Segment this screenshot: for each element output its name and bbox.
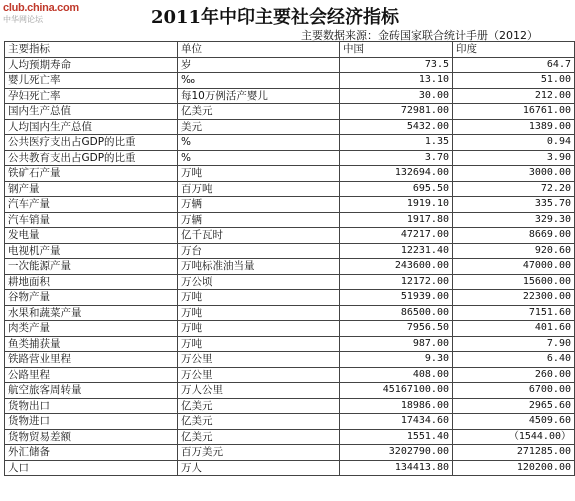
cell-china: 12231.40: [340, 243, 453, 259]
table-row: [5, 243, 575, 259]
cell-china: 86500.00: [340, 305, 453, 321]
cell-unit: 万吨: [178, 321, 340, 337]
cell-china: 12172.00: [340, 274, 453, 290]
header-unit: 单位: [178, 42, 340, 58]
cell-india: 2965.60: [453, 398, 575, 414]
cell-india: 16761.00: [453, 104, 575, 120]
table-row: [5, 104, 575, 120]
cell-unit: 亿美元: [178, 414, 340, 430]
cell-china: 243600.00: [340, 259, 453, 275]
cell-india: 6.40: [453, 352, 575, 368]
cell-india: 64.7: [453, 57, 575, 73]
table-row: [5, 212, 575, 228]
table-row: [5, 88, 575, 104]
header-indicator: 主要指标: [5, 42, 178, 58]
cell-india: 401.60: [453, 321, 575, 337]
cell-china: 7956.50: [340, 321, 453, 337]
cell-unit: 万吨: [178, 305, 340, 321]
cell-china: 72981.00: [340, 104, 453, 120]
table-row: [5, 181, 575, 197]
cell-china: 1917.80: [340, 212, 453, 228]
table-row: [5, 119, 575, 135]
table-row: [5, 321, 575, 337]
cell-indicator: 公共教育支出占GDP的比重: [5, 150, 178, 166]
cell-india: 4509.60: [453, 414, 575, 430]
cell-india: 72.20: [453, 181, 575, 197]
table-row: [5, 305, 575, 321]
cell-indicator: 人均预期寿命: [5, 57, 178, 73]
cell-china: 1551.40: [340, 429, 453, 445]
cell-unit: 万公里: [178, 367, 340, 383]
cell-india: 6700.00: [453, 383, 575, 399]
cell-indicator: 货物出口: [5, 398, 178, 414]
cell-india: 920.60: [453, 243, 575, 259]
cell-china: 695.50: [340, 181, 453, 197]
cell-unit: 百万美元: [178, 445, 340, 461]
data-source-note: 主要数据来源：金砖国家联合统计手册（2012）: [301, 29, 538, 42]
header-india: 印度: [453, 42, 575, 58]
cell-unit: 亿美元: [178, 398, 340, 414]
cell-unit: 万辆: [178, 197, 340, 213]
cell-indicator: 货物进口: [5, 414, 178, 430]
table-row: [5, 274, 575, 290]
cell-indicator: 铁矿石产量: [5, 166, 178, 182]
cell-china: 47217.00: [340, 228, 453, 244]
cell-unit: 万公顷: [178, 274, 340, 290]
cell-indicator: 国内生产总值: [5, 104, 178, 120]
table-row: [5, 383, 575, 399]
cell-unit: 万人公里: [178, 383, 340, 399]
cell-indicator: 航空旅客周转量: [5, 383, 178, 399]
cell-indicator: 公共医疗支出占GDP的比重: [5, 135, 178, 151]
cell-indicator: 汽车销量: [5, 212, 178, 228]
cell-unit: 每10万例活产婴儿: [178, 88, 340, 104]
cell-unit: 万吨: [178, 166, 340, 182]
watermark-subtext: 中华网论坛: [3, 15, 43, 24]
cell-china: 3.70: [340, 150, 453, 166]
cell-india: 212.00: [453, 88, 575, 104]
cell-india: 335.70: [453, 197, 575, 213]
table-row: [5, 429, 575, 445]
cell-china: 3202790.00: [340, 445, 453, 461]
table-header-row: [5, 42, 575, 58]
cell-china: 13.10: [340, 73, 453, 89]
cell-unit: 万吨标准油当量: [178, 259, 340, 275]
table-row: [5, 57, 575, 73]
cell-unit: 亿美元: [178, 429, 340, 445]
cell-india: 3.90: [453, 150, 575, 166]
table-row: [5, 73, 575, 89]
cell-india: 1389.00: [453, 119, 575, 135]
table-row: [5, 367, 575, 383]
cell-indicator: 汽车产量: [5, 197, 178, 213]
table-row: [5, 460, 575, 476]
cell-unit: 百万吨: [178, 181, 340, 197]
table-row: [5, 150, 575, 166]
cell-indicator: 铁路营业里程: [5, 352, 178, 368]
cell-indicator: 外汇储备: [5, 445, 178, 461]
cell-china: 1919.10: [340, 197, 453, 213]
cell-china: 132694.00: [340, 166, 453, 182]
cell-unit: 万人: [178, 460, 340, 476]
cell-indicator: 水果和蔬菜产量: [5, 305, 178, 321]
table-row: [5, 336, 575, 352]
cell-indicator: 人口: [5, 460, 178, 476]
cell-unit: 亿千瓦时: [178, 228, 340, 244]
cell-china: 5432.00: [340, 119, 453, 135]
cell-unit: %: [178, 150, 340, 166]
table-row: [5, 352, 575, 368]
table-row: [5, 290, 575, 306]
cell-china: 17434.60: [340, 414, 453, 430]
table-row: [5, 197, 575, 213]
cell-unit: 万辆: [178, 212, 340, 228]
cell-unit: 美元: [178, 119, 340, 135]
cell-indicator: 发电量: [5, 228, 178, 244]
cell-china: 408.00: [340, 367, 453, 383]
cell-china: 73.5: [340, 57, 453, 73]
indicators-table: [4, 41, 575, 476]
cell-india: 47000.00: [453, 259, 575, 275]
cell-china: 30.00: [340, 88, 453, 104]
cell-unit: 万台: [178, 243, 340, 259]
cell-india: （1544.00）: [453, 429, 575, 445]
cell-indicator: 钢产量: [5, 181, 178, 197]
cell-india: 22300.00: [453, 290, 575, 306]
cell-indicator: 电视机产量: [5, 243, 178, 259]
cell-india: 7.90: [453, 336, 575, 352]
cell-unit: ‰: [178, 73, 340, 89]
cell-unit: 亿美元: [178, 104, 340, 120]
cell-indicator: 肉类产量: [5, 321, 178, 337]
cell-india: 120200.00: [453, 460, 575, 476]
table-row: [5, 228, 575, 244]
cell-unit: %: [178, 135, 340, 151]
cell-indicator: 耕地面积: [5, 274, 178, 290]
cell-india: 15600.00: [453, 274, 575, 290]
cell-indicator: 人均国内生产总值: [5, 119, 178, 135]
cell-india: 260.00: [453, 367, 575, 383]
cell-unit: 岁: [178, 57, 340, 73]
cell-indicator: 一次能源产量: [5, 259, 178, 275]
cell-india: 0.94: [453, 135, 575, 151]
cell-indicator: 公路里程: [5, 367, 178, 383]
table-row: [5, 398, 575, 414]
cell-china: 45167100.00: [340, 383, 453, 399]
cell-indicator: 谷物产量: [5, 290, 178, 306]
cell-china: 51939.00: [340, 290, 453, 306]
watermark-logo: club.china.com: [3, 2, 79, 14]
cell-india: 329.30: [453, 212, 575, 228]
header-china: 中国: [340, 42, 453, 58]
table-row: [5, 414, 575, 430]
cell-unit: 万吨: [178, 336, 340, 352]
page-title: 2011年中印主要社会经济指标: [150, 7, 400, 28]
cell-india: 51.00: [453, 73, 575, 89]
table-row: [5, 259, 575, 275]
table-row: [5, 445, 575, 461]
cell-china: 987.00: [340, 336, 453, 352]
cell-china: 1.35: [340, 135, 453, 151]
cell-indicator: 孕妇死亡率: [5, 88, 178, 104]
cell-india: 3000.00: [453, 166, 575, 182]
cell-india: 7151.60: [453, 305, 575, 321]
cell-indicator: 货物贸易差额: [5, 429, 178, 445]
table-body: [5, 57, 575, 476]
cell-unit: 万公里: [178, 352, 340, 368]
cell-china: 18986.00: [340, 398, 453, 414]
cell-china: 134413.80: [340, 460, 453, 476]
cell-india: 8669.00: [453, 228, 575, 244]
cell-indicator: 婴儿死亡率: [5, 73, 178, 89]
table-row: [5, 166, 575, 182]
table-row: [5, 135, 575, 151]
cell-indicator: 鱼类捕获量: [5, 336, 178, 352]
cell-china: 9.30: [340, 352, 453, 368]
cell-unit: 万吨: [178, 290, 340, 306]
cell-india: 271285.00: [453, 445, 575, 461]
